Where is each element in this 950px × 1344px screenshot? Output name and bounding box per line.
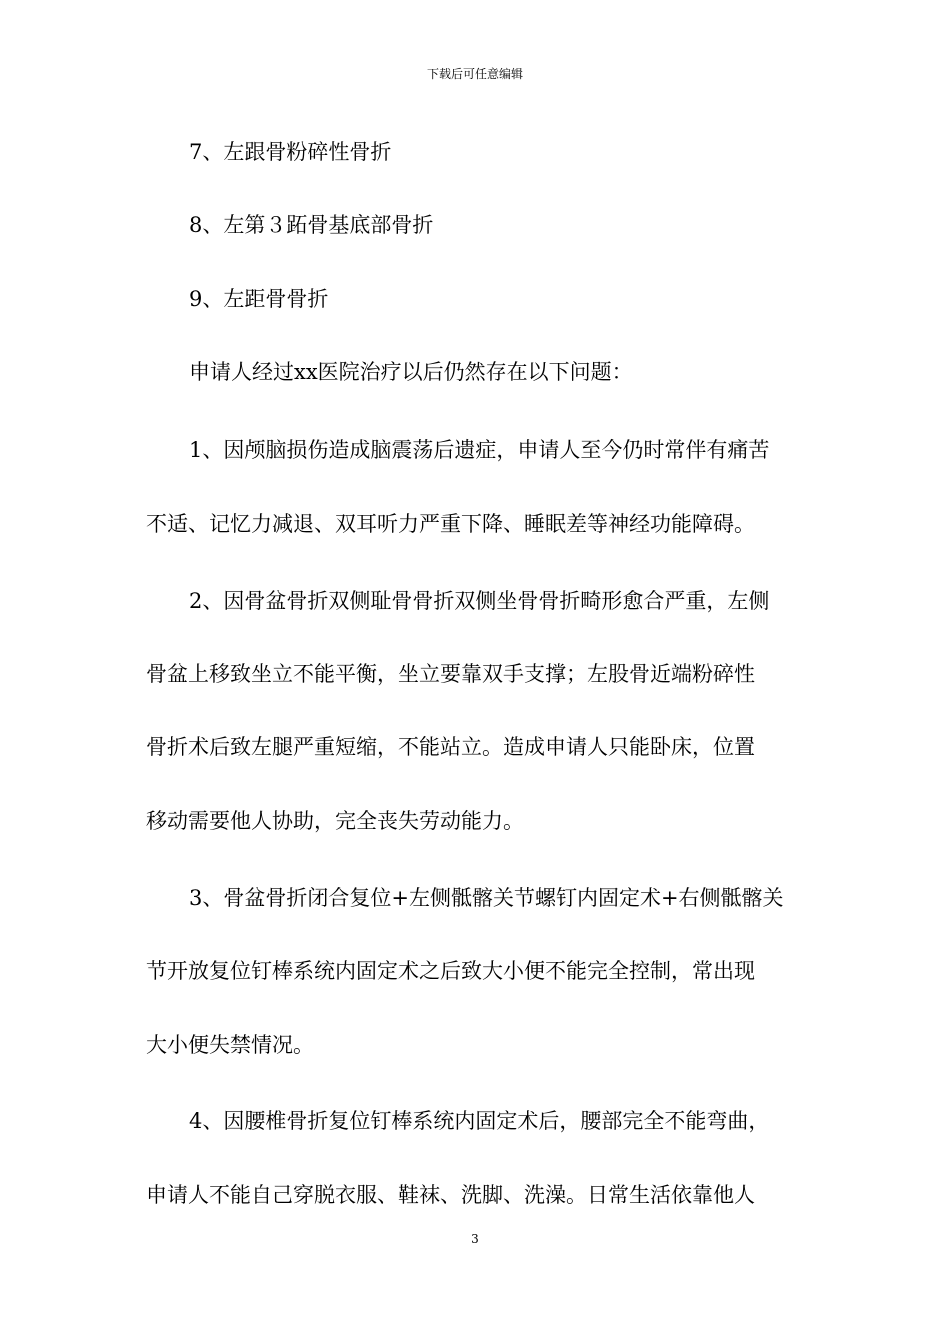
problem-1-line-2: 不适、记忆力减退、双耳听力严重下降、睡眠差等神经功能障碍。 xyxy=(146,512,755,536)
intro-paragraph: 申请人经过xx医院治疗以后仍然存在以下问题： xyxy=(189,360,633,384)
problem-3-line-2: 节开放复位钉棒系统内固定术之后致大小便不能完全控制，常出现 xyxy=(146,959,755,983)
list-item-7: 7、左跟骨粉碎性骨折 xyxy=(189,140,392,164)
problem-4-line-1: 4、因腰椎骨折复位钉棒系统内固定术后，腰部完全不能弯曲， xyxy=(189,1109,770,1133)
page-number: 3 xyxy=(471,1232,479,1246)
list-item-9: 9、左距骨骨折 xyxy=(189,287,329,311)
problem-2-line-1: 2、因骨盆骨折双侧耻骨骨折双侧坐骨骨折畸形愈合严重，左侧 xyxy=(189,589,770,613)
problem-2-line-4: 移动需要他人协助，完全丧失劳动能力。 xyxy=(146,809,524,833)
page-header: 下载后可任意编辑 xyxy=(426,67,523,81)
problem-3-line-3: 大小便失禁情况。 xyxy=(146,1033,314,1057)
problem-2-line-3: 骨折术后致左腿严重短缩，不能站立。造成申请人只能卧床，位置 xyxy=(146,735,755,759)
problem-4-line-2: 申请人不能自己穿脱衣服、鞋袜、洗脚、洗澡。日常生活依靠他人 xyxy=(146,1183,755,1207)
problem-3-line-1: 3、骨盆骨折闭合复位+左侧骶髂关节螺钉内固定术+右侧骶髂关 xyxy=(189,886,784,910)
problem-2-line-2: 骨盆上移致坐立不能平衡，坐立要靠双手支撑；左股骨近端粉碎性 xyxy=(146,662,755,686)
list-item-8: 8、左第３跖骨基底部骨折 xyxy=(189,213,434,237)
problem-1-line-1: 1、因颅脑损伤造成脑震荡后遗症，申请人至今仍时常伴有痛苦 xyxy=(189,438,770,462)
